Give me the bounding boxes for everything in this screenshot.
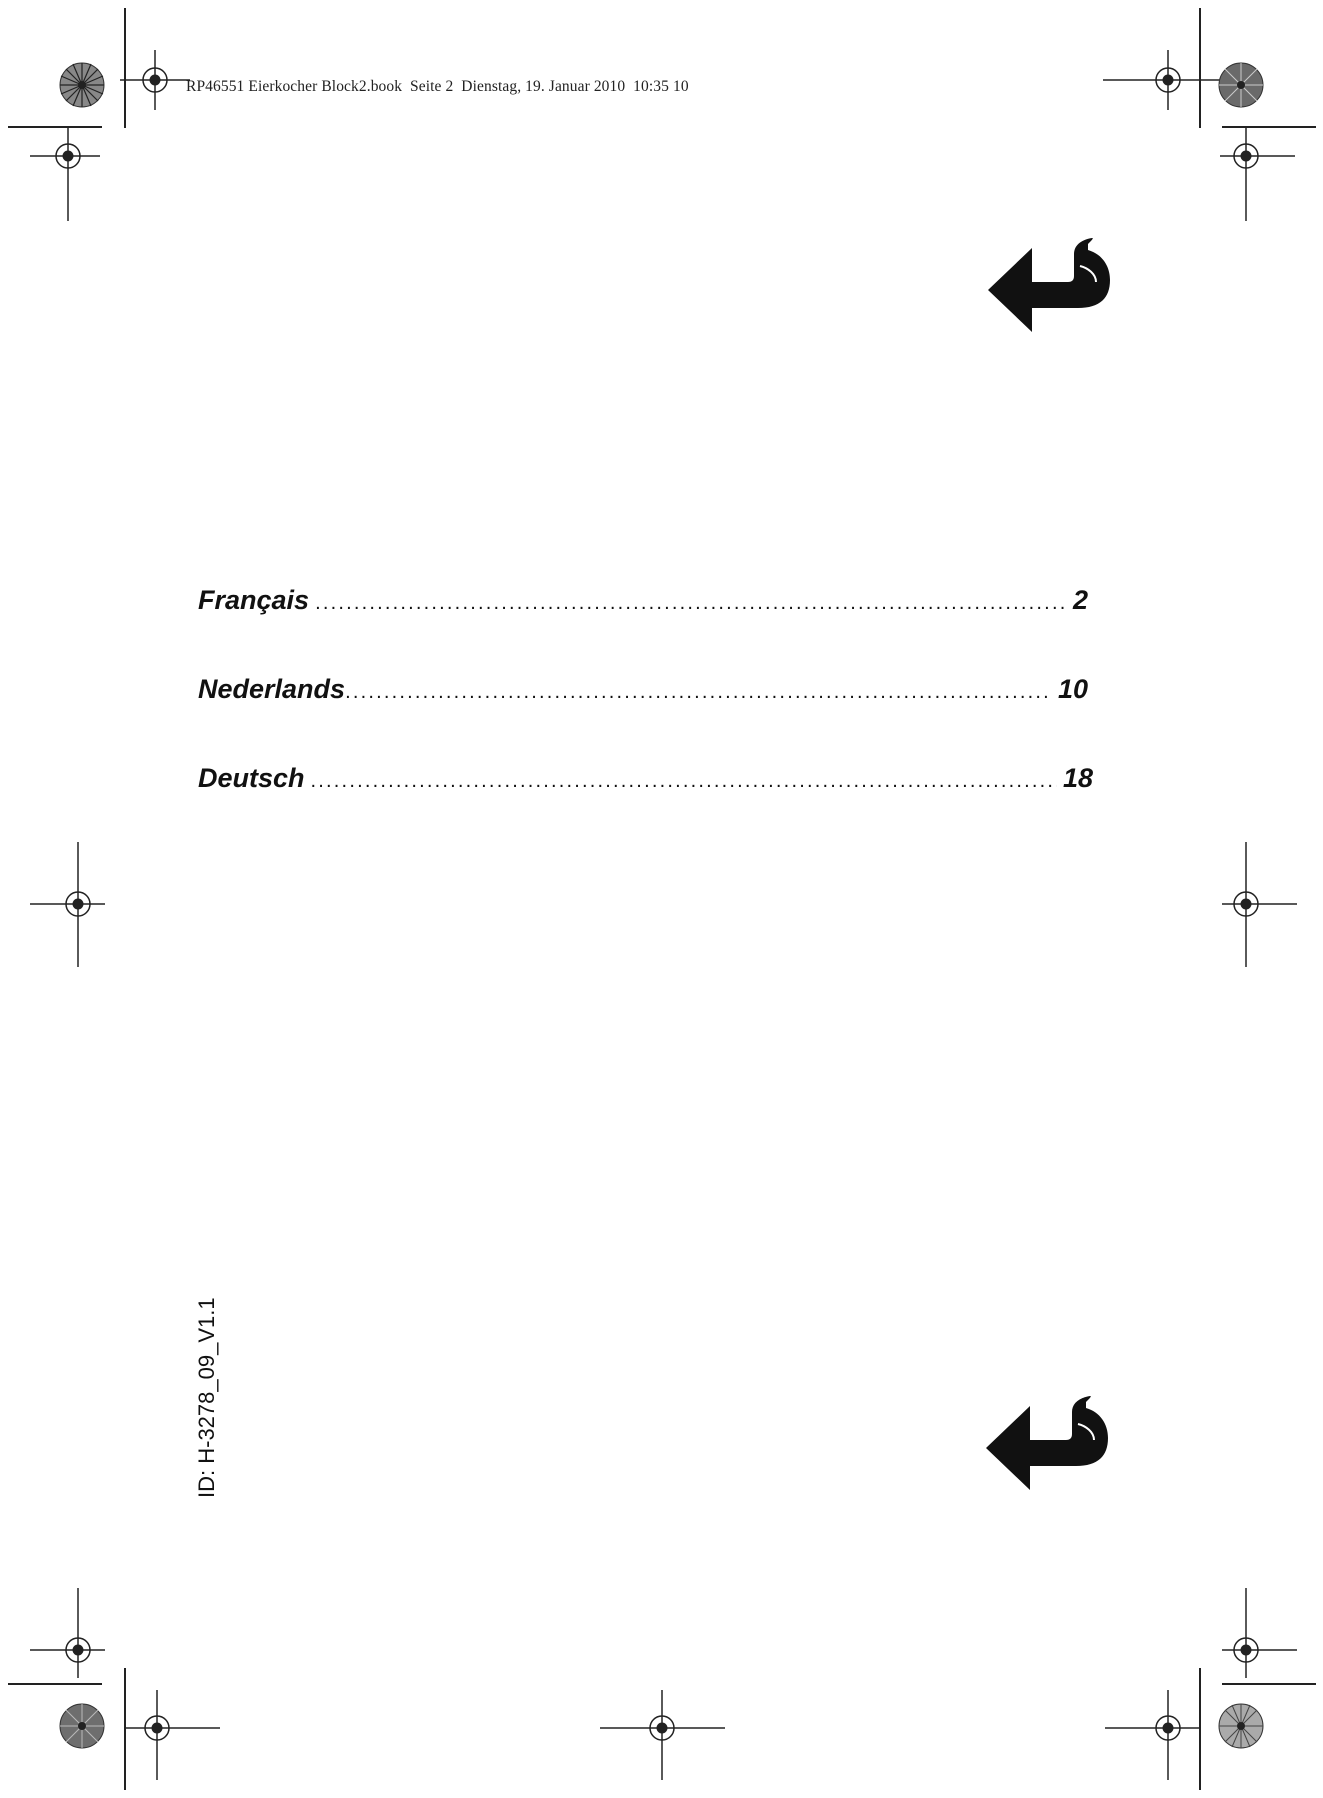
- crosshair-registration-icon: [30, 1588, 105, 1678]
- print-header: RP46551 Eierkocher Block2.book Seite 2 Dienstag, 19. Januar 2010 10:35 10: [186, 78, 689, 95]
- toc-entry-nederlands[interactable]: [198, 674, 1088, 714]
- toc-page-number: 18: [1062, 763, 1093, 793]
- crosshair-registration-icon: [1220, 126, 1295, 221]
- crosshair-registration-icon: [125, 1690, 220, 1780]
- toc-entry-label: Nederlands: [198, 674, 346, 704]
- toc-dot-leader: [345, 681, 1052, 704]
- crop-line: [8, 1683, 102, 1685]
- toc-dot-leader: [311, 770, 1057, 793]
- crosshair-registration-icon: [1105, 1690, 1200, 1780]
- toc-entry-label: Deutsch: [198, 763, 305, 793]
- toc-dot-leader: [315, 592, 1067, 615]
- curved-arrow-left-icon: [988, 238, 1113, 333]
- star-target-icon: [1218, 1703, 1264, 1749]
- crosshair-registration-icon: [1222, 1588, 1297, 1678]
- crosshair-registration-icon: [30, 842, 105, 967]
- star-target-icon: [59, 62, 105, 108]
- curved-arrow-left-icon: [986, 1396, 1111, 1491]
- crop-line: [1222, 1683, 1316, 1685]
- crosshair-registration-icon: [1103, 50, 1233, 110]
- crosshair-registration-icon: [1222, 842, 1297, 967]
- star-target-icon: [1218, 62, 1264, 108]
- crosshair-registration-icon: [120, 50, 190, 110]
- star-target-icon: [59, 1703, 105, 1749]
- crosshair-registration-icon: [600, 1690, 725, 1780]
- toc-entry-label: Français: [198, 585, 310, 615]
- toc-entry-deutsch[interactable]: [198, 763, 1093, 803]
- document-id: ID: H-3278_09_V1.1: [194, 1297, 219, 1498]
- toc-page-number: 2: [1072, 585, 1088, 615]
- crosshair-registration-icon: [30, 126, 100, 221]
- toc-page-number: 10: [1057, 674, 1088, 704]
- toc-entry-francais[interactable]: [198, 585, 1088, 625]
